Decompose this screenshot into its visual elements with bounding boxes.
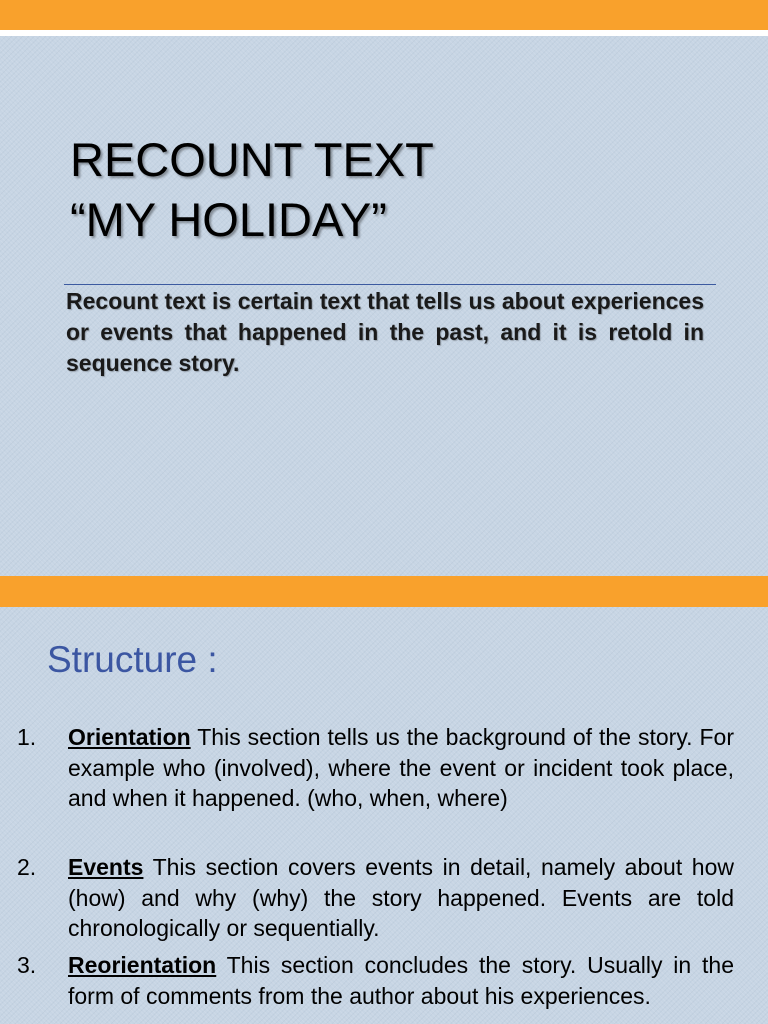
list-item-body xyxy=(68,950,734,1011)
list-item-number: 3. xyxy=(17,952,37,978)
list-item-number: 1. xyxy=(17,724,37,750)
slide-title-line-1: RECOUNT TEXT xyxy=(70,133,434,186)
definition-text: Recount text is certain text that tells us about experiences or events that happened in the past, and it is retold in sequence story. xyxy=(66,288,704,376)
middle-accent-bar xyxy=(0,576,768,607)
slide-title xyxy=(0,36,768,576)
list-item-description: This section tells us the background of the story. For example who (involved), where the event or incident took place, and when it happened. (who, when, where) xyxy=(68,724,734,811)
list-item-term: Events xyxy=(68,854,144,880)
top-accent-bar xyxy=(0,0,768,30)
list-item-term: Orientation xyxy=(68,724,191,750)
list-item-body xyxy=(68,852,734,944)
structure-heading: Structure : xyxy=(47,639,218,680)
list-item-description: This section covers events in detail, namely about how (how) and why (why) the story happened. Events are told chronologically or sequentially. xyxy=(68,854,734,941)
title-rule xyxy=(64,284,716,285)
list-item-description: This section concludes the story. Usually in the form of comments from the author about his experiences. xyxy=(68,952,734,1009)
slide-structure xyxy=(0,607,768,1024)
list-item-term: Reorientation xyxy=(68,952,217,978)
list-item-number: 2. xyxy=(17,854,37,880)
slide-title-line-2: “MY HOLIDAY” xyxy=(70,193,387,246)
list-item-body xyxy=(68,722,734,814)
